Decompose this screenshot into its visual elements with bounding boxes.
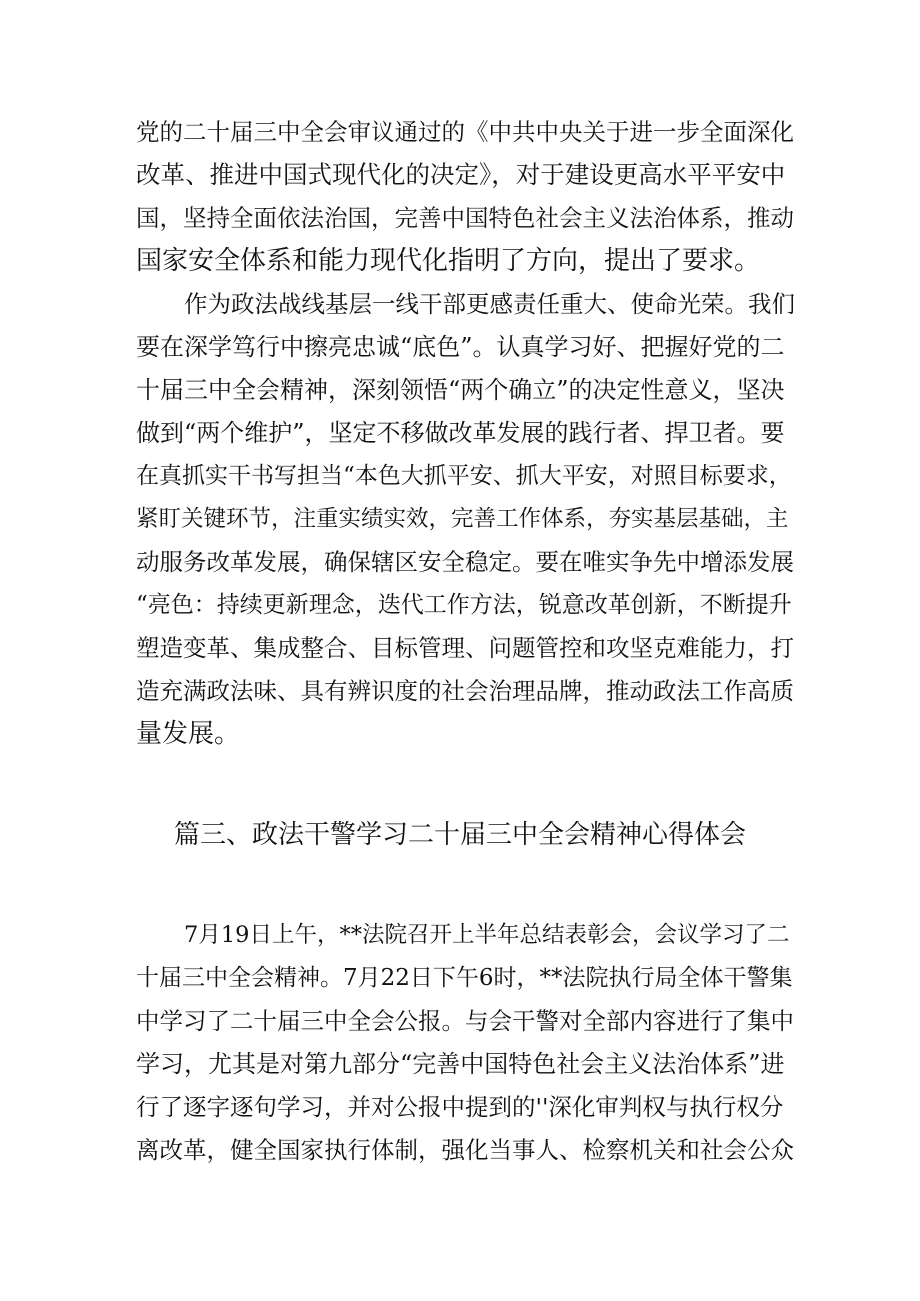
paragraph-line: 行了逐字逐句学习，并对公报中提到的''深化审判权与执行权分 [136, 1093, 784, 1121]
paragraph-line: 量发展。 [136, 719, 241, 749]
paragraph-line: 做到“两个维护”，坚定不移做改革发展的践行者、捍卫者。要 [136, 419, 785, 447]
paragraph-line: 要在深学笃行中擦亮忠诚“底色”。认真学习好、把握好党的二 [136, 333, 785, 361]
paragraph-line: 改革、推进中国式现代化的决定》，对于建设更高水平平安中 [136, 160, 786, 189]
paragraph-line: 十届三中全会精神。7月22日下午6时，**法院执行局全体干警集 [136, 965, 793, 991]
paragraph-line: 造充满政法味、具有辨识度的社会治理品牌，推动政法工作高质 [136, 677, 794, 705]
paragraph-line: 紧盯关键环节，注重实绩实效，完善工作体系，夯实基层基础，主 [136, 506, 789, 532]
paragraph-line: 在真抓实干书写担当“本色大抓平安、抓大平安，对照目标要求， [136, 463, 792, 489]
paragraph-line: 离改革，健全国家执行体制，强化当事人、检察机关和社会公众 [136, 1136, 794, 1164]
paragraph-line: 国家安全体系和能力现代化指明了方向，提出了要求。 [136, 246, 761, 276]
section-heading: 篇三、政法干警学习二十届三中全会精神心得体会 [173, 820, 746, 850]
paragraph-line: 动服务改革发展，确保辖区安全稳定。要在唯实争先中增添发展 [136, 548, 794, 576]
paragraph-line: “亮色：持续更新理念，迭代工作方法，锐意改革创新，不断提升 [136, 592, 792, 618]
paragraph-line: 学习，尤其是对第九部分“完善中国特色社会主义法治体系”进 [136, 1050, 785, 1078]
paragraph-line: 党的二十届三中全会审议通过的《中共中央关于进一步全面深化 [136, 118, 794, 146]
paragraph-line: 中学习了二十届三中全会公报。与会干警对全部内容进行了集中 [136, 1007, 794, 1035]
paragraph-line: 十届三中全会精神，深刻领悟“两个确立”的决定性意义，坚决 [136, 376, 785, 404]
paragraph-line: 7月19日上午，**法院召开上半年总结表彰会，会议学习了二 [184, 922, 790, 948]
paragraph-line: 作为政法战线基层一线干部更感责任重大、使命光荣。我们 [184, 290, 795, 318]
paragraph-line: 塑造变革、集成整合、目标管理、问题管控和攻坚克难能力，打 [136, 634, 794, 662]
paragraph-line: 国，坚持全面依法治国，完善中国特色社会主义法治体系，推动 [136, 204, 794, 232]
